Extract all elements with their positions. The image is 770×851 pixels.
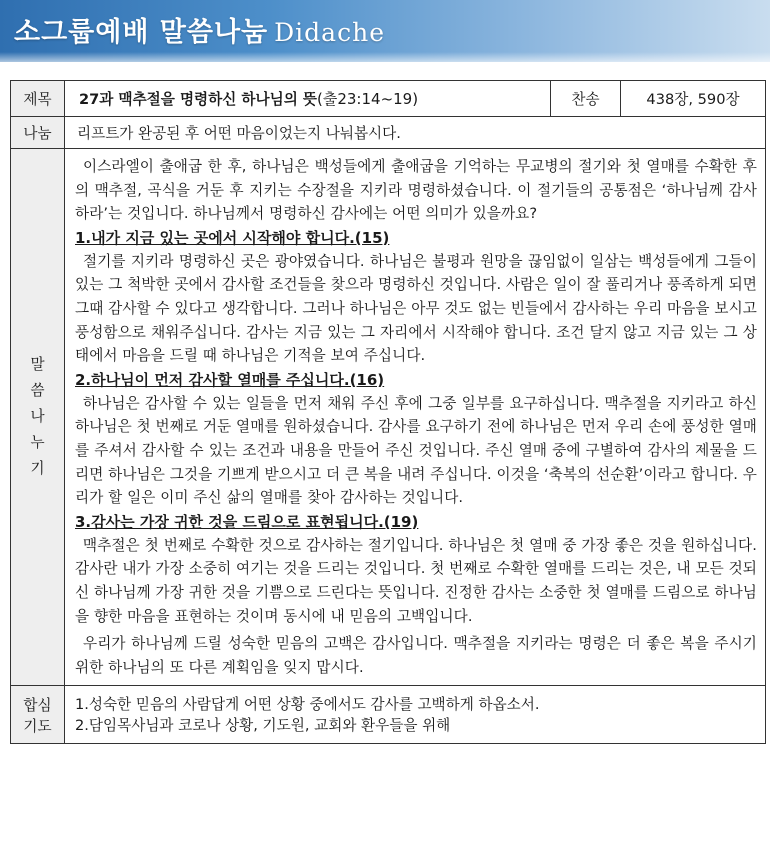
share-question: 리프트가 완공된 후 어떤 마음이었는지 나눠봅시다. <box>65 117 766 149</box>
section-text-3: 맥추절은 첫 번째로 수확한 것으로 감사하는 절기입니다. 하나님은 첫 열매 중 가장 좋은 것을 원하십니다. 감사란 내가 가장 소중히 여기는 것을 드리는 것입니다. 첫 번째로 수확한 열매를 드리는 것은, 내 모든 것되신 하나님께 가장 귀한 것을 기쁨으로 드린다는 뜻입니다. 진정한 감사는 소중한 첫 열매를 드림으로 하나님을 향한 마음을 표현하는 것이며 동시에 내 믿음의 고백입니다. <box>75 536 757 625</box>
word-label-char: 씀 <box>30 382 45 400</box>
section-text-1: 절기를 지키라 명령하신 곳은 광야였습니다. 하나님은 불평과 원망을 끊임없이 일삼는 백성들에게 그들이 있는 그 척박한 곳에서 감사할 조건들을 찾으라 명령하신 것입니다. 사람은 일이 잘 풀리거나 풍족하게 되면 그때 감사할 수 있다고 생각합니다. 그러나 하나님은 아무 것도 없는 빈들에서 감사하는 우리 마음을 보시고 풍성함으로 채워주십니다. 감사는 지금 있는 그 자리에서 시작해야 합니다. 조건 달지 않고 지금 있는 그 상태에서 마음을 드릴 때 하나님은 기적을 보여 주십니다. <box>75 252 757 365</box>
prayer-list <box>65 686 766 744</box>
share-label: 나눔 <box>11 117 65 149</box>
header-banner <box>0 0 770 62</box>
worksheet-table <box>10 80 766 744</box>
hymn-label: 찬송 <box>551 81 621 117</box>
word-sharing-row <box>11 149 766 686</box>
word-label-char: 나 <box>30 408 45 426</box>
word-sharing-label <box>11 149 65 686</box>
page-title-latin: Didache <box>274 18 385 47</box>
prayer-label-line: 기도 <box>23 717 52 735</box>
page-title-korean: 소그룹예배 말씀나눔 <box>14 17 269 48</box>
prayer-item: 1.성숙한 믿음의 사람답게 어떤 상황 중에서도 감사를 고백하게 하옵소서. <box>75 695 540 713</box>
section-text-2: 하나님은 감사할 수 있는 일들을 먼저 채워 주신 후에 그중 일부를 요구하십니다. 맥추절을 지키라고 하신 하나님은 첫 번째로 거둔 열매를 원하셨습니다. 감사를 요구하기 전에 하나님은 먼저 우리 손에 풍성한 열매를 주셔서 감사할 수 있는 조건과 내용을 만들어 주신 것입니다. 주신 열매 중에 구별하여 감사의 제물을 드리면 하나님은 그것을 기쁘게 받으시고 더 큰 복을 내려 주십니다. 이것을 ‘축복의 선순환’이라고 합니다. 우리가 할 일은 이미 주신 삶의 열매를 찾아 감사하는 것입니다. <box>75 394 757 507</box>
section-heading-2: 2.하나님이 먼저 감사할 열매를 주십니다.(16) <box>75 370 385 389</box>
section-heading-3: 3.감사는 가장 귀한 것을 드림으로 표현됩니다.(19) <box>75 512 419 531</box>
prayer-row <box>11 686 766 744</box>
share-row <box>11 117 766 149</box>
subject-main: 27과 맥추절을 명령하신 하나님의 뜻 <box>79 91 317 108</box>
intro-paragraph: 이스라엘이 출애굽 한 후, 하나님은 백성들에게 출애굽을 기억하는 무교병의 절기와 첫 열매를 수확한 후의 맥추절, 곡식을 거둔 후 지키는 수장절을 지키라 명령하셨습니다. 이 절기들의 공통점은 ‘하나님께 감사하라’는 것입니다. 하나님께서 명령하신 감사에는 어떤 의미가 있을까요? <box>75 158 757 223</box>
prayer-item: 2.담임목사님과 코로나 상황, 기도원, 교회와 환우들을 위해 <box>75 716 451 734</box>
section-heading-1: 1.내가 지금 있는 곳에서 시작해야 합니다.(15) <box>75 228 390 247</box>
hymn-value: 438장, 590장 <box>621 81 766 117</box>
word-label-char: 누 <box>30 434 45 452</box>
subject-scripture-ref: (출23:14~19) <box>317 90 419 108</box>
subject-row <box>11 81 766 117</box>
prayer-label <box>11 686 65 744</box>
sermon-body <box>65 149 766 686</box>
subject-label: 제목 <box>11 81 65 117</box>
subject-title <box>65 81 551 117</box>
page-title <box>14 10 385 49</box>
closing-paragraph: 우리가 하나님께 드릴 성숙한 믿음의 고백은 감사입니다. 맥추절을 지키라는 명령은 더 좋은 복을 주시기 위한 하나님의 또 다른 계획임을 잊지 맙시다. <box>75 635 757 676</box>
word-label-char: 말 <box>30 356 45 374</box>
prayer-label-line: 합심 <box>23 696 52 714</box>
word-label-char: 기 <box>30 460 45 478</box>
